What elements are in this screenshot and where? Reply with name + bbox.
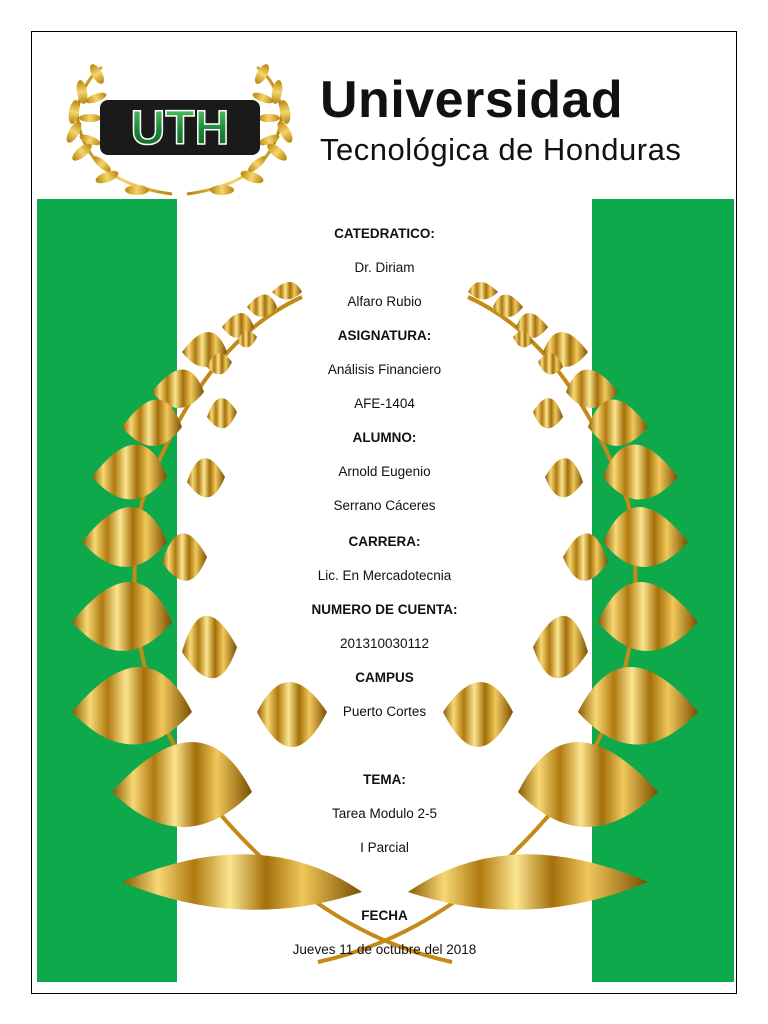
university-subtitle: Tecnológica de Honduras bbox=[320, 132, 682, 167]
asignatura-label: ASIGNATURA: bbox=[337, 328, 432, 343]
alumno-label: ALUMNO: bbox=[352, 430, 417, 445]
catedratico-line1: Dr. Diriam bbox=[354, 260, 415, 275]
carrera-label: CARRERA: bbox=[348, 534, 421, 549]
asignatura-code: AFE-1404 bbox=[354, 396, 415, 411]
campus-value: Puerto Cortes bbox=[342, 704, 427, 719]
fecha-label: FECHA bbox=[361, 908, 408, 923]
document-page bbox=[31, 31, 737, 994]
alumno-line1: Arnold Eugenio bbox=[338, 464, 431, 479]
alumno-line2: Serrano Cáceres bbox=[333, 498, 436, 513]
cuenta-label: NUMERO DE CUENTA: bbox=[311, 602, 458, 617]
catedratico-line2: Alfaro Rubio bbox=[347, 294, 422, 309]
fecha-value: Jueves 11 de octubre del 2018 bbox=[292, 942, 477, 957]
uth-logo bbox=[52, 52, 307, 202]
logo-text: UTH bbox=[130, 102, 230, 155]
tema-label: TEMA: bbox=[363, 772, 406, 787]
laurel-logo-icon bbox=[52, 52, 307, 202]
catedratico-label: CATEDRATICO: bbox=[334, 226, 435, 241]
tema-line1: Tarea Modulo 2-5 bbox=[331, 806, 438, 821]
asignatura-name: Análisis Financiero bbox=[327, 362, 442, 377]
tema-line2: I Parcial bbox=[360, 840, 409, 855]
carrera-value: Lic. En Mercadotecnia bbox=[317, 568, 452, 583]
cuenta-value: 201310030112 bbox=[339, 636, 430, 651]
university-title: Universidad bbox=[320, 71, 624, 129]
campus-label: CAMPUS bbox=[355, 670, 414, 685]
